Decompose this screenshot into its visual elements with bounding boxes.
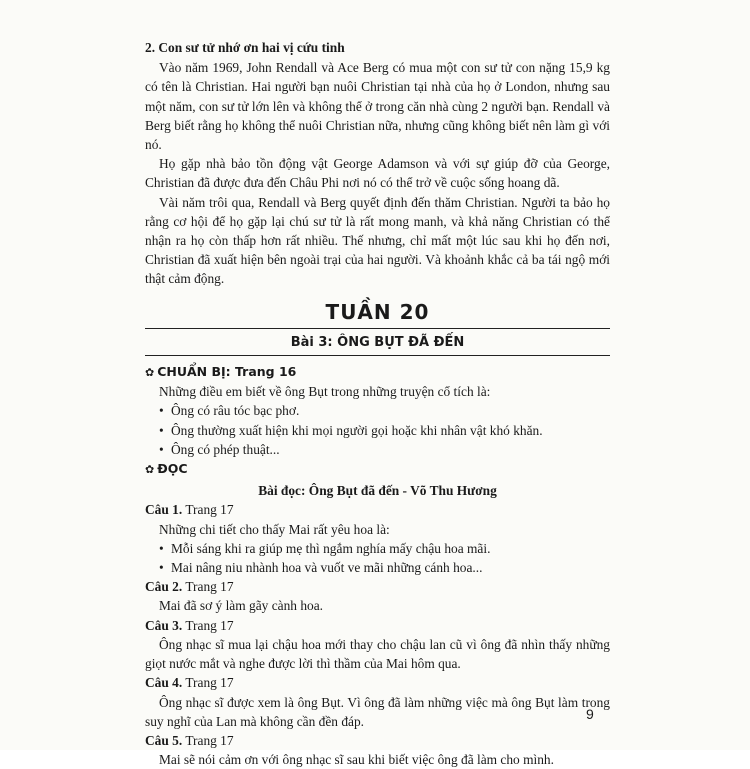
bullet-icon: • — [159, 540, 164, 556]
bullet-icon: • — [159, 560, 164, 576]
page-number: 9 — [586, 706, 594, 722]
chuan-bi-bullet: • Ông có râu tóc bạc phơ. — [159, 401, 610, 420]
doc-heading-text: ĐỌC — [157, 461, 188, 477]
chuan-bi-heading-text: CHUẨN BỊ: Trang 16 — [157, 364, 297, 380]
question-4-label: Câu 4. Trang 17 — [145, 675, 234, 691]
chuan-bi-heading — [145, 362, 610, 382]
question-1-bullet: • Mai nâng niu nhành hoa và vuốt ve mãi những cánh hoa... — [159, 558, 610, 577]
bullet-icon: • — [159, 422, 164, 438]
page-content — [145, 38, 610, 769]
question-5-label: Câu 5. Trang 17 — [145, 732, 234, 748]
story-paragraph-3: Vài năm trôi qua, Rendall và Berg quyết định đến thăm Christian. Người ta bảo họ rằng cơ hội để họ gặp lại chú sư tử là rất mong manh, và khả năng Christian có thể nhận ra họ còn thấp hơn rất nhiều. Thế nhưng, chỉ mất một lúc sau khi họ đến nơi, Christian đã xuất hiện bên ngoài trại của hai người. Và khoảnh khắc cả ba tái ngộ mới thật cảm động. — [145, 194, 610, 287]
question-5-answer: Mai sẽ nói cảm ơn với ông nhạc sĩ sau khi biết việc ông đã làm cho mình. — [159, 752, 554, 768]
story-paragraph-2: Họ gặp nhà bảo tồn động vật George Adamson và với sự giúp đỡ của George, Christian đã được đưa đến Châu Phi nơi nó có thể trở về cuộc sống hoang dã. — [145, 156, 610, 191]
question-3-answer: Ông nhạc sĩ mua lại chậu hoa mới thay cho chậu lan cũ vì ông đã nhìn thấy những giọt nước mắt và nghe được lời thì thầm của Mai hôm qua. — [145, 636, 610, 672]
question-3-label: Câu 3. Trang 17 — [145, 617, 234, 633]
flower-star-icon: ✿ — [145, 463, 155, 477]
story-paragraph-1: Vào năm 1969, John Rendall và Ace Berg có mua một con sư tử con nặng 15,9 kg có tên là Christian. Hai người bạn nuôi Christian tại nhà của họ ở London, nhưng sau một năm, con sư tử lớn lên và không thể ở trong căn nhà cùng 2 người bạn. Rendall và Berg biết rằng họ không thể nuôi Christian nữa, nhưng cũng không biết nên làm gì với nó. — [145, 60, 610, 153]
bullet-icon: • — [159, 403, 164, 419]
reading-title: Bài đọc: Ông Bụt đã đến - Võ Thu Hương — [258, 483, 497, 499]
chuan-bi-intro: Những điều em biết về ông Bụt trong những truyện cổ tích là: — [159, 384, 491, 400]
lesson-title: Bài 3: ÔNG BỤT ĐÃ ĐẾN — [145, 328, 610, 356]
question-1-label: Câu 1. Trang 17 — [145, 502, 234, 518]
doc-heading — [145, 459, 610, 479]
chuan-bi-bullet: • Ông thường xuất hiện khi mọi người gọi hoặc khi nhân vật khó khăn. — [159, 421, 610, 440]
question-1-bullet: • Mỗi sáng khi ra giúp mẹ thì ngắm nghía mấy chậu hoa mãi. — [159, 539, 610, 558]
question-2-answer: Mai đã sơ ý làm gãy cành hoa. — [159, 598, 324, 614]
question-1-answer: Những chi tiết cho thấy Mai rất yêu hoa là: — [159, 521, 390, 537]
question-4-answer: Ông nhạc sĩ được xem là ông Bụt. Vì ông đã làm những việc mà ông Bụt làm trong suy nghĩ của Lan mà không cần đền đáp. — [145, 694, 610, 729]
flower-star-icon: ✿ — [145, 366, 155, 380]
bullet-icon: • — [159, 441, 164, 457]
question-2-label: Câu 2. Trang 17 — [145, 579, 234, 595]
week-title: TUẦN 20 — [325, 299, 430, 324]
chuan-bi-bullet: • Ông có phép thuật... — [159, 440, 610, 459]
story-heading: 2. Con sư tử nhớ ơn hai vị cứu tinh — [145, 40, 345, 55]
